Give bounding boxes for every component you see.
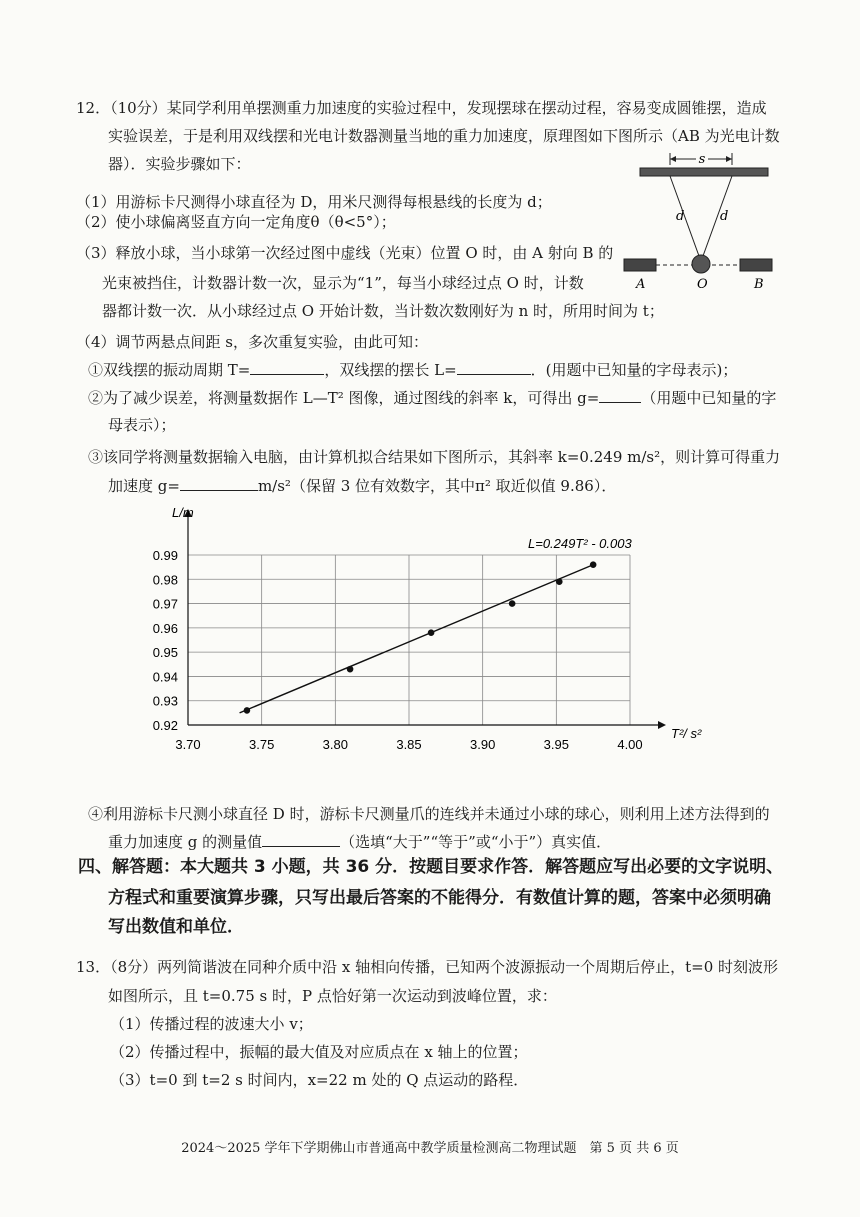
page-footer: 2024～2025 学年下学期佛山市普通高中教学质量检测高二物理试题 第 5 页 共 6 页: [181, 1141, 679, 1156]
y-axis-label: L/m: [172, 505, 194, 520]
y-tick-label: 0.94: [152, 669, 178, 685]
sub1-text-b: ，双线摆的摆长 L=: [324, 361, 457, 379]
data-point: [590, 561, 597, 568]
q12-line-3: 器）．实验步骤如下：: [108, 155, 251, 173]
y-tick-label: 0.92: [152, 718, 178, 733]
data-point: [244, 707, 251, 714]
answer-blank-g-expression[interactable]: [599, 388, 641, 403]
section4-line-3: 写出数值和单位．: [108, 917, 244, 937]
q12-line-2: 实验误差，于是利用双线摆和光电计数器测量当地的重力加速度，原理图如下图所示（AB 为光电计数: [108, 127, 780, 145]
data-point: [347, 666, 354, 673]
q13-line-1: 13．（8分）两列简谐波在同种介质中沿 x 轴相向传播，已知两个波源振动一个周期后停止，t=0 时刻波形: [76, 958, 779, 976]
s-arrow-right: [726, 156, 732, 162]
answer-blank-length[interactable]: [457, 360, 531, 375]
pendulum-diagram: [620, 148, 790, 296]
data-point: [556, 578, 563, 585]
y-tick-label: 0.98: [152, 572, 178, 588]
x-tick-label: 3.80: [322, 737, 348, 752]
q12-sub-3b: [108, 476, 616, 496]
y-tick-label: 0.99: [152, 548, 178, 563]
support-bar: [640, 168, 768, 176]
q12-step-3a: （3）释放小球，当小球第一次经过图中虚线（光束）位置 O 时，由 A 射向 B 的: [76, 244, 614, 262]
q12-sub-1: [88, 360, 737, 380]
q12-step-1: （1）用游标卡尺测得小球直径为 D，用米尺测得每根悬线的长度为 d；: [76, 193, 552, 211]
y-tick-label: 0.96: [152, 620, 178, 636]
sub3-text-b: 加速度 g=: [108, 477, 180, 495]
q12-sub-4a: ④利用游标卡尺测小球直径 D 时，游标卡尺测量爪的连线并未通过小球的球心，则利用上述方法得到的: [88, 805, 770, 823]
sub1-text-c: ．(用题中已知量的字母表示)；: [530, 361, 738, 379]
l-t2-chart: [140, 500, 702, 770]
q12-sub-4b: [108, 832, 611, 852]
emitter-A: [624, 259, 656, 271]
label-d-right: d: [720, 209, 729, 224]
q12-step-3b: 光束被挡住，计数器计数一次，显示为“1”，每当小球经过点 O 时，计数: [102, 274, 584, 292]
fit-line: [240, 565, 594, 713]
data-point: [428, 629, 435, 636]
x-tick-label: 4.00: [617, 737, 643, 752]
answer-blank-period[interactable]: [250, 360, 324, 375]
chart-marks: [240, 561, 597, 713]
q13-item-2: （2）传播过程中，振幅的最大值及对应质点在 x 轴上的位置；: [110, 1043, 528, 1061]
x-tick-label: 3.75: [249, 737, 275, 752]
x-axis-label: T²/ s²: [671, 726, 702, 741]
x-tick-label: 3.85: [396, 737, 422, 752]
q12-step-4: （4）调节两悬点间距 s，多次重复实验，由此可知：: [76, 333, 429, 351]
answer-blank-g-value[interactable]: [180, 476, 258, 491]
q12-line-1: 12．（10分）某同学利用单摆测重力加速度的实验过程中，发现摆球在摆动过程，容易变成圆锥摆，造成: [76, 99, 767, 117]
y-tick-label: 0.95: [152, 645, 178, 661]
q12-sub-2c: 母表示）；: [108, 416, 176, 434]
q12-sub-3a: ③该同学将测量数据输入电脑，由计算机拟合结果如下图所示，其斜率 k=0.249 m/s²，则计算可得重力: [88, 448, 781, 466]
q12-step-2: （2）使小球偏离竖直方向一定角度θ（θ<5°）；: [76, 213, 396, 231]
label-s: s: [698, 152, 706, 167]
q12-sub-2: [88, 388, 776, 408]
sub3-text-c: m/s²（保留 3 位有效数字，其中π² 取近似值 9.86）．: [257, 477, 617, 495]
sub2-text-b: （用题中已知量的字: [641, 389, 777, 407]
section4-line-2: 方程式和重要演算步骤，只写出最后答案的不能得分．有数值计算的题，答案中必须明确: [108, 888, 771, 908]
s-arrow-left: [670, 156, 676, 162]
label-O: O: [697, 277, 708, 292]
section4-line-1: 四、解答题：本大题共 3 小题，共 36 分．按题目要求作答．解答题应写出必要的文字说明、: [78, 857, 784, 877]
q12-step-3c: 器都计数一次．从小球经过点 O 开始计数，当计数次数刚好为 n 时，所用时间为 t；: [102, 302, 664, 320]
y-tick-label: 0.93: [152, 693, 178, 709]
x-tick-label: 3.95: [543, 737, 569, 752]
x-axis-arrow: [658, 721, 666, 729]
x-tick-label: 3.70: [175, 737, 201, 752]
q13-item-3: （3）t=0 到 t=2 s 时间内，x=22 m 处的 Q 点运动的路程．: [110, 1071, 529, 1089]
sub2-text-a: ②为了减少误差，将测量数据作 L—T² 图像，通过图线的斜率 k，可得出 g=: [88, 389, 600, 407]
fit-equation: L=0.249T² - 0.003: [528, 536, 632, 551]
data-point: [509, 600, 516, 607]
label-d-left: d: [676, 209, 685, 224]
ball: [692, 255, 710, 273]
x-tick-label: 3.90: [470, 737, 496, 752]
answer-blank-comparison[interactable]: [262, 832, 340, 847]
label-B: B: [754, 277, 764, 292]
label-A: A: [636, 277, 646, 292]
chart-tick-labels: [153, 548, 643, 752]
sub4-text-b: 重力加速度 g 的测量值: [108, 833, 263, 851]
q13-item-1: （1）传播过程的波速大小 v；: [110, 1015, 313, 1033]
sub4-text-c: （选填“大于”“等于”或“小于”）真实值．: [340, 833, 612, 851]
receiver-B: [740, 259, 772, 271]
q13-line-2: 如图所示，且 t=0.75 s 时，P 点恰好第一次运动到波峰位置，求：: [108, 987, 557, 1005]
sub1-text-a: ①双线摆的振动周期 T=: [88, 361, 251, 379]
y-tick-label: 0.97: [152, 596, 178, 612]
string-left: [670, 176, 699, 256]
